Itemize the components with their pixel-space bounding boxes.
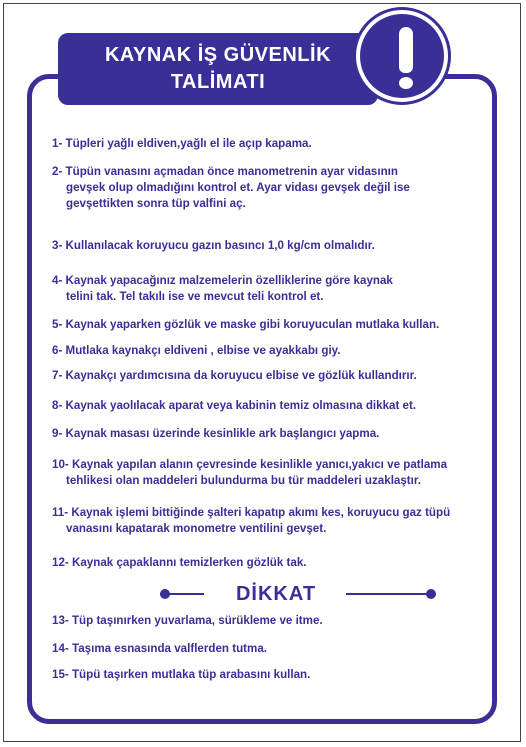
divider-dot-right bbox=[426, 589, 436, 599]
divider-line-right bbox=[346, 593, 436, 595]
exclamation-icon bbox=[356, 10, 448, 102]
title-line-1: KAYNAK İŞ GÜVENLİK bbox=[104, 44, 332, 66]
divider-dot-left bbox=[160, 589, 170, 599]
caution-item-15: 15- Tüpü taşırken mutlaka tüp arabasını kullan. bbox=[52, 668, 311, 681]
instruction-item-12: 12- Kaynak çapaklannı temizlerken gözlük tak. bbox=[52, 556, 307, 569]
dikkat-divider bbox=[160, 582, 440, 606]
instruction-item-2: 2- Tüpün vanasını açmadan önce manometrenin ayar vidasının gevşek olup olmadığını kontrol et. Ayar vidası gevşek değil ise gevşettikten sonra tüp valfini aç. bbox=[52, 165, 410, 210]
instruction-item-9: 9- Kaynak masası üzerinde kesinlikle ark başlangıcı yapma. bbox=[52, 427, 380, 440]
title-line-2: TALİMATI bbox=[170, 71, 266, 93]
caution-item-13: 13- Tüp taşınırken yuvarlama, sürükleme ve itme. bbox=[52, 614, 323, 627]
exclamation-bar bbox=[399, 27, 413, 73]
instruction-item-1: 1- Tüpleri yağlı eldiven,yağlı el ile açıp kapama. bbox=[52, 137, 312, 150]
instruction-item-4: 4- Kaynak yapacağınız malzemelerin özelliklerine göre kaynak telini tak. Tel takılı ise ve mevcut teli kontrol et. bbox=[52, 274, 393, 303]
sign-title bbox=[58, 33, 378, 105]
exclamation-dot bbox=[399, 77, 413, 89]
instruction-item-8: 8- Kaynak yaolılacak aparat veya kabinin temiz olmasına dikkat et. bbox=[52, 399, 417, 412]
instruction-item-11: 11- Kaynak işlemi bittiğinde şalteri kapatıp akımı kes, koruyucu gaz tüpü vanasını kapatarak monometre ventilini gevşet. bbox=[52, 506, 451, 535]
dikkat-heading: DİKKAT bbox=[235, 583, 317, 605]
caution-item-14: 14- Taşıma esnasında valflerden tutma. bbox=[52, 642, 267, 655]
instruction-item-7: 7- Kaynakçı yardımcısına da koruyucu elbise ve gözlük kullandırır. bbox=[52, 369, 417, 382]
instruction-item-5: 5- Kaynak yaparken gözlük ve maske gibi koruyuculan mutlaka kullan. bbox=[52, 318, 440, 331]
instruction-item-6: 6- Mutlaka kaynakçı eldiveni , elbise ve ayakkabı giy. bbox=[52, 344, 341, 357]
instruction-item-10: 10- Kaynak yapılan alanın çevresinde kesinlikle yanıcı,yakıcı ve patlama tehlikesi olan maddeleri bulundurma bu tür maddeleri uzaklaştır. bbox=[52, 458, 448, 487]
instruction-item-3: 3- Kullanılacak koruyucu gazın basıncı 1,0 kg/cm olmalıdır. bbox=[52, 239, 375, 252]
